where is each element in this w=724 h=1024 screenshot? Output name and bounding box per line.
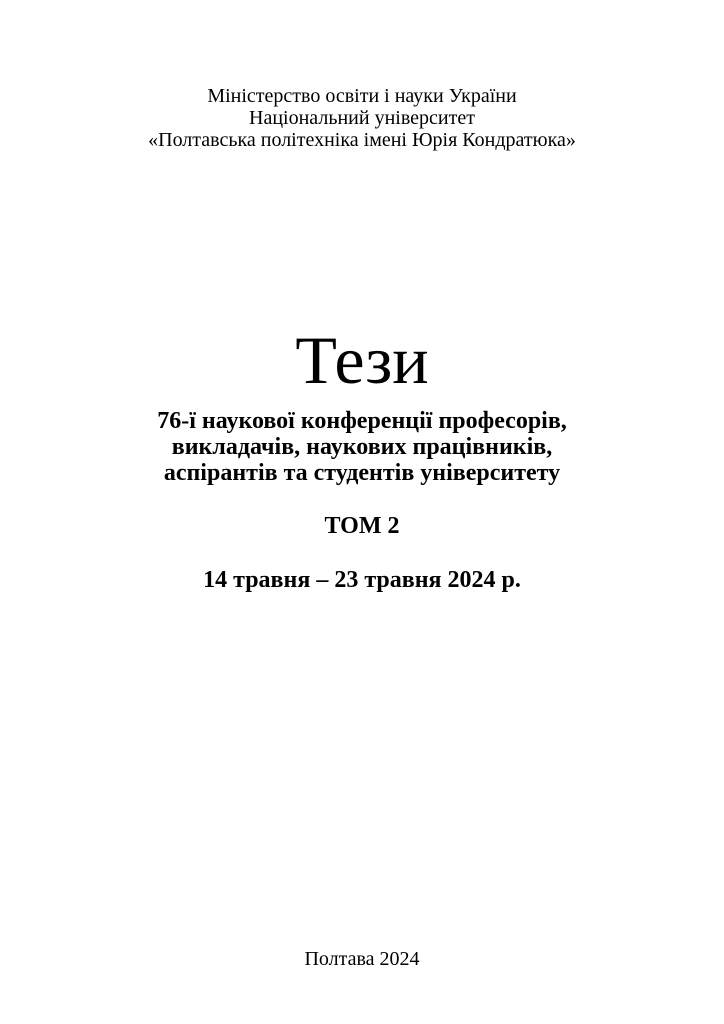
ministry-line: Міністерство освіти і науки України: [207, 85, 517, 107]
subtitle-line-3: аспірантів та студентів університету: [163, 460, 561, 486]
volume-label: ТОМ 2: [324, 513, 400, 539]
subtitle-block: [0, 408, 724, 486]
document-title: Тези: [295, 322, 429, 398]
conference-dates: 14 травня – 23 травня 2024 р.: [203, 567, 521, 593]
city-year: Полтава 2024: [304, 948, 420, 970]
affiliation-block: [0, 85, 724, 151]
university-name-line: «Полтавська політехніка імені Юрія Кондратюка»: [148, 129, 576, 151]
university-line: Національний університет: [249, 107, 475, 129]
subtitle-line-1: 76-ї наукової конференції професорів,: [157, 408, 567, 434]
subtitle-line-2: викладачів, наукових працівників,: [171, 434, 553, 460]
